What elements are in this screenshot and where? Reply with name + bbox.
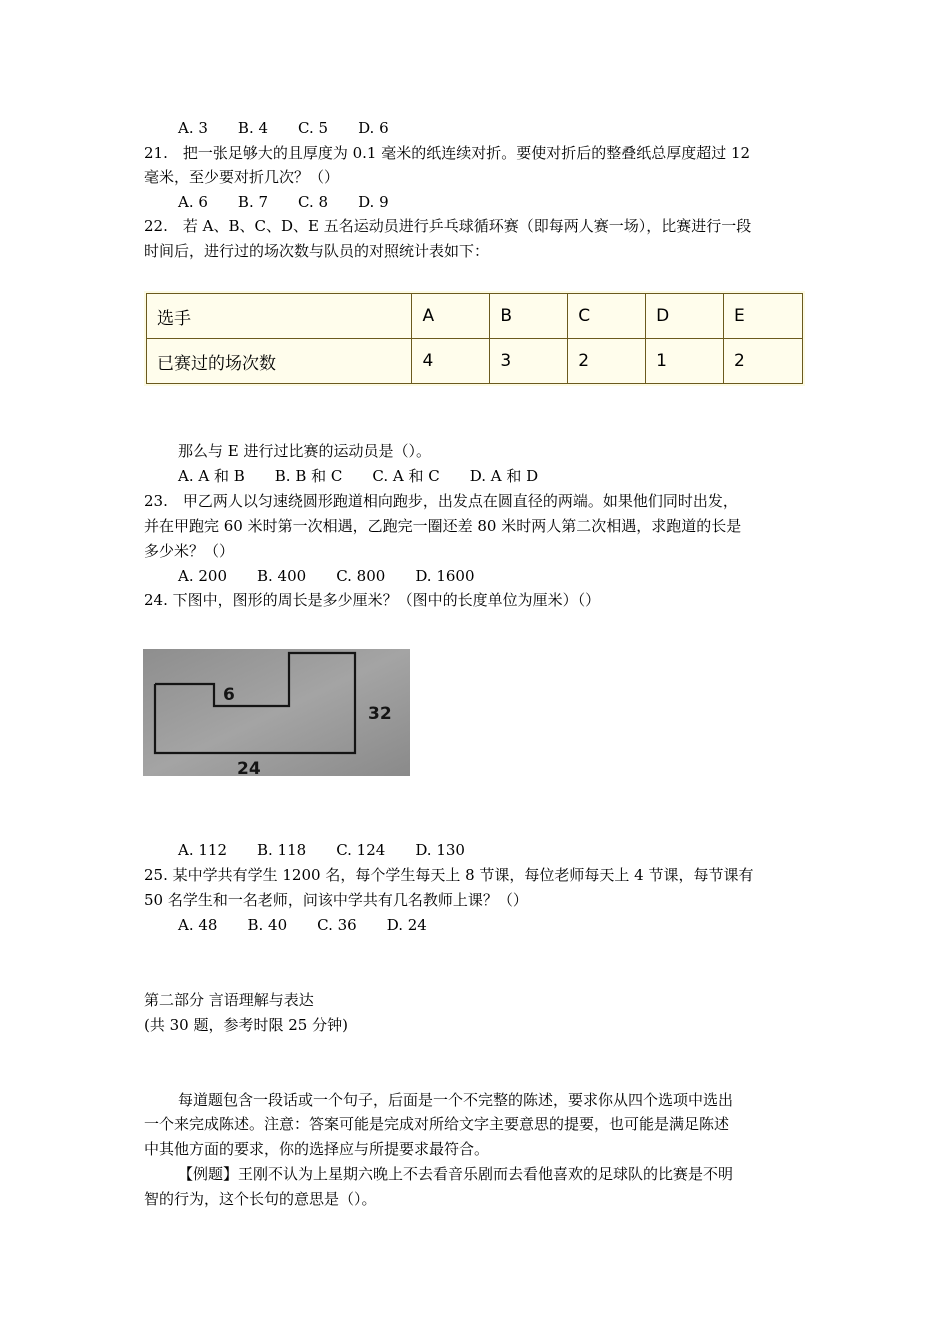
example-line1: 【例题】王刚不认为上星期六晚上不去看音乐剧而去看他喜欢的足球队的比赛是不明 [178,1165,734,1183]
option: C. 800 [336,567,386,585]
q21-options [178,190,838,214]
intro-line2: 一个来完成陈述。注意：答案可能是完成对所给文字主要意思的提要，也可能是满足陈述 [144,1115,730,1133]
option: C. 36 [317,916,357,934]
perimeter-figure [143,649,410,776]
stats-table-frame [144,291,805,386]
option: B. 40 [247,916,288,934]
option: B. 118 [257,841,307,859]
option: C. 8 [298,193,329,211]
option: B. 4 [237,119,269,137]
table-cell: 1 [646,339,724,384]
option: B. B 和 C [274,467,343,485]
option: A. 3 [178,119,208,137]
option: A. 6 [178,193,208,211]
q24-options [178,838,838,862]
q21-text-line2: 毫米，至少要对折几次？（） [144,168,340,186]
table-cell: A [412,294,490,339]
q23-options [178,564,838,588]
table-cell: 选手 [147,294,412,339]
label-right: 32 [368,704,392,724]
q25-options [178,913,838,937]
table-cell: 2 [724,339,803,384]
option: D. 130 [415,841,465,859]
stats-table [146,293,803,384]
table-cell: 4 [412,339,490,384]
q24-text-line1: 24. 下图中，图形的周长是多少厘米？（图中的长度单位为厘米）（） [144,591,601,609]
option: B. 7 [237,193,269,211]
option: B. 400 [257,567,307,585]
option: A. 48 [178,916,218,934]
table-row [147,339,803,384]
q20-options [178,116,838,140]
q22-text-line1: 22. 若 A、B、C、D、E 五名运动员进行乒乓球循环赛（即每两人赛一场），比赛进行一段 [144,217,752,235]
table-cell: C [568,294,646,339]
option: D. 9 [358,193,389,211]
option: D. 6 [358,119,389,137]
q25-text-line2: 50 名学生和一名老师，问该中学共有几名教师上课？（） [144,891,528,909]
option: D. 24 [386,916,427,934]
option: C. 124 [336,841,386,859]
q23-text-line1: 23. 甲乙两人以匀速绕圆形跑道相向跑步，出发点在圆直径的两端。如果他们同时出发， [144,492,738,510]
option: C. 5 [298,119,329,137]
label-notch: 6 [223,685,235,705]
table-cell: 3 [490,339,568,384]
option: A. 112 [178,841,227,859]
label-bottom: 24 [237,759,261,776]
section-title: 第二部分 言语理解与表达 [144,991,314,1009]
q21-text-line1: 21. 把一张足够大的且厚度为 0.1 毫米的纸连续对折。要使对折后的整叠纸总厚度超过 12 [144,144,751,162]
q23-text-line3: 多少米？（） [144,542,235,560]
example-line2: 智的行为，这个长句的意思是（）。 [144,1190,377,1208]
q25-text-line1: 25. 某中学共有学生 1200 名，每个学生每天上 8 节课，每位老师每天上 4 节课，每节课有 [144,866,754,884]
q22-text-line2: 时间后，进行过的场次数与队员的对照统计表如下： [144,242,490,260]
table-cell: D [646,294,724,339]
option: C. A 和 C [372,467,440,485]
option: D. 1600 [415,567,475,585]
table-cell: 2 [568,339,646,384]
table-cell: B [490,294,568,339]
intro-line1: 每道题包含一段话或一个句子，后面是一个不完整的陈述，要求你从四个选项中选出 [178,1091,734,1109]
q23-text-line2: 并在甲跑完 60 米时第一次相遇，乙跑完一圈还差 80 米时两人第二次相遇，求跑道的长是 [144,517,742,535]
section-subtitle: (共 30 题，参考时限 25 分钟) [144,1016,348,1034]
q22-options [178,464,838,488]
intro-line3: 中其他方面的要求，你的选择应与所提要求最符合。 [144,1140,490,1158]
table-cell: 已赛过的场次数 [147,339,412,384]
option: D. A 和 D [469,467,539,485]
table-cell: E [724,294,803,339]
option: A. 200 [178,567,227,585]
figure-drawing [143,649,410,776]
q22-question: 那么与 E 进行过比赛的运动员是（）。 [178,442,431,460]
option: A. A 和 B [178,467,245,485]
table-header-row [147,294,803,339]
